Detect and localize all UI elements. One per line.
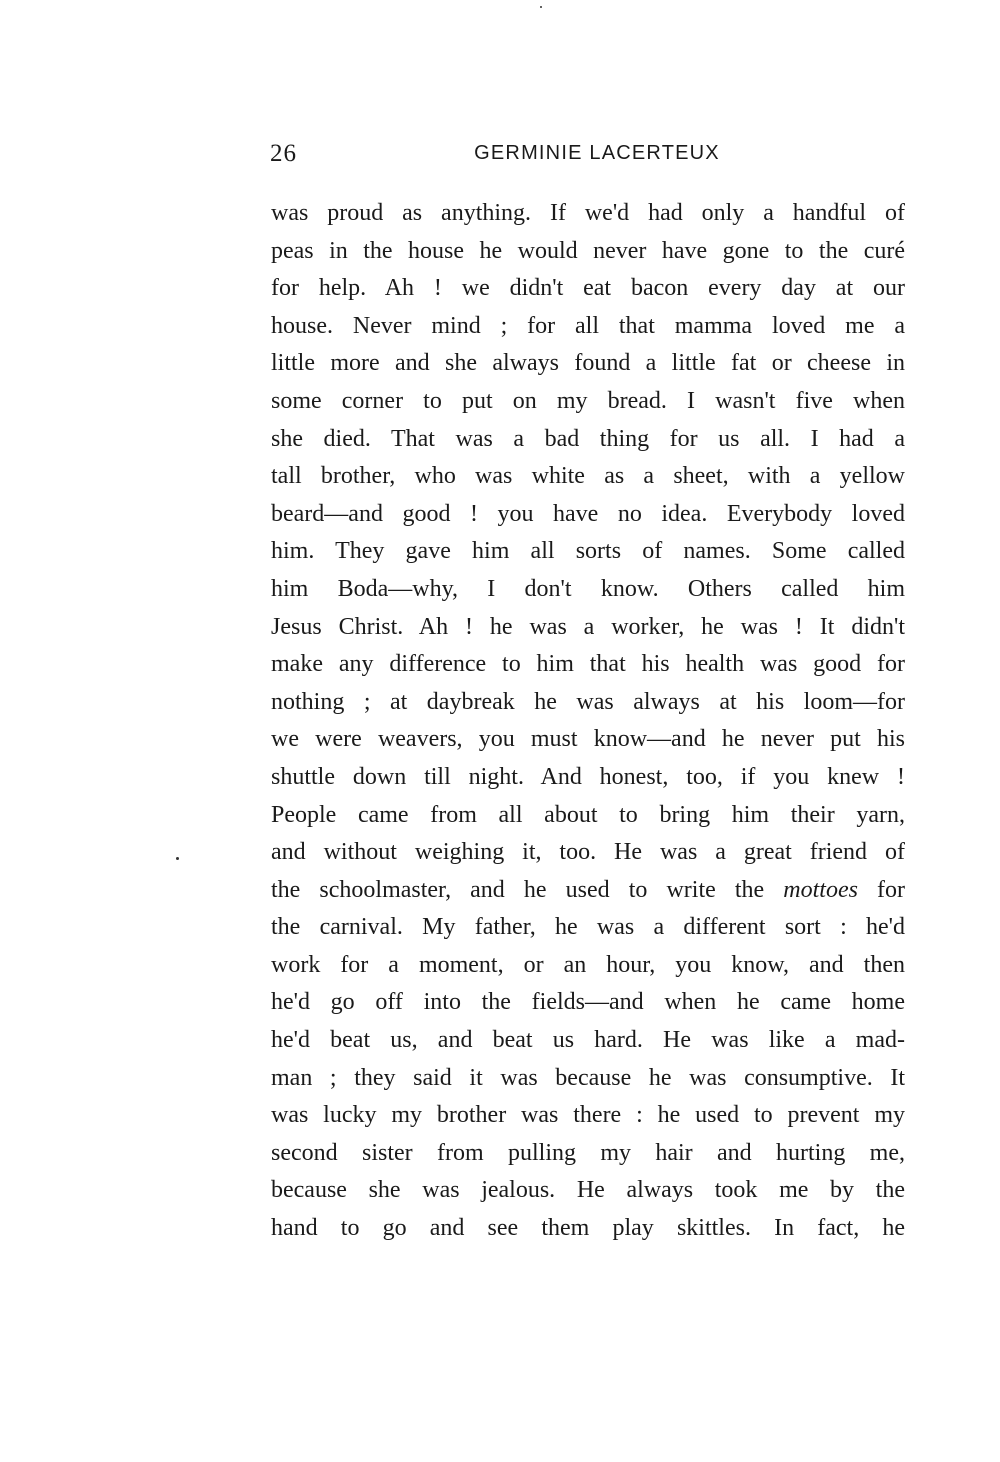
text-line: was lucky my brother was there : he used to prevent my <box>271 1102 905 1129</box>
text-line: because she was jealous. He always took me by the <box>271 1177 905 1204</box>
text-line-with-italic <box>271 872 905 910</box>
text-segment: the schoolmaster, and he used to write the <box>271 876 765 903</box>
text-segment: for <box>877 876 906 903</box>
text-line: him Boda—why, I don't know. Others called him <box>271 575 905 602</box>
text-line: was proud as anything. If we'd had only a handful of <box>271 200 905 226</box>
text-line: shuttle down till night. And honest, too, if you knew ! <box>271 763 905 790</box>
text-line: him. They gave him all sorts of names. Some called <box>271 538 905 565</box>
text-line: he'd beat us, and beat us hard. He was like a mad- <box>271 1027 905 1054</box>
text-line: hand to go and see them play skittles. In fact, he <box>271 1215 905 1242</box>
text-line: make any difference to him that his health was good for <box>271 651 905 678</box>
text-line: she died. That was a bad thing for us all. I had a <box>271 425 905 452</box>
text-line: Jesus Christ. Ah ! he was a worker, he was ! It didn't <box>271 613 905 640</box>
body-text <box>271 195 905 1248</box>
text-line: some corner to put on my bread. I wasn't five when <box>271 387 905 414</box>
text-line: nothing ; at daybreak he was always at his loom—for <box>271 688 905 715</box>
text-line: beard—and good ! you have no idea. Everybody loved <box>271 500 905 527</box>
text-line: work for a moment, or an hour, you know, and then <box>271 951 905 978</box>
print-speck <box>176 857 179 860</box>
print-speck <box>540 6 542 8</box>
italic-word: mottoes <box>783 876 858 903</box>
text-line: and without weighing it, too. He was a great friend of <box>271 839 905 866</box>
text-line: the carnival. My father, he was a different sort : he'd <box>271 914 905 941</box>
page-number: 26 <box>270 140 297 167</box>
text-line: little more and she always found a little fat or cheese in <box>271 350 905 377</box>
running-head: GERMINIE LACERTEUX <box>474 142 720 164</box>
page-header <box>270 140 906 180</box>
text-line: second sister from pulling my hair and hurting me, <box>271 1139 905 1166</box>
text-line: house. Never mind ; for all that mamma loved me a <box>271 312 905 339</box>
text-line: man ; they said it was because he was consumptive. It <box>271 1064 905 1091</box>
text-line: tall brother, who was white as a sheet, with a yellow <box>271 463 905 490</box>
text-line: for help. Ah ! we didn't eat bacon every day at our <box>271 275 905 302</box>
text-line: People came from all about to bring him their yarn, <box>271 801 905 828</box>
text-line: we were weavers, you must know—and he never put his <box>271 726 905 753</box>
text-line: he'd go off into the fields—and when he came home <box>271 989 905 1016</box>
text-line: peas in the house he would never have gone to the curé <box>271 237 905 264</box>
